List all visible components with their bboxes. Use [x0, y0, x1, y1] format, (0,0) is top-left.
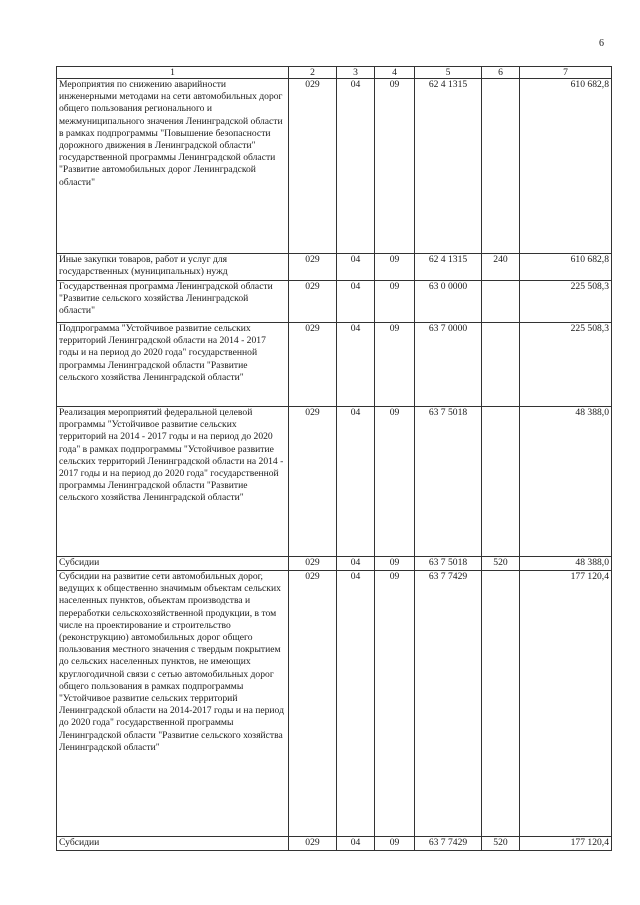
column-header: 4 — [375, 67, 415, 79]
row-csr: 62 4 1315 — [415, 254, 482, 281]
row-csr: 63 7 0000 — [415, 323, 482, 407]
row-csr: 63 7 5018 — [415, 407, 482, 557]
table-row — [57, 79, 612, 254]
budget-table — [56, 66, 612, 851]
table-row — [57, 323, 612, 407]
row-csr: 63 7 7429 — [415, 571, 482, 837]
row-pr: 09 — [375, 837, 415, 851]
table-row — [57, 281, 612, 323]
row-name: Подпрограмма "Устойчивое развитие сельских территорий Ленинградской области на 2014 - 2017 годы и на период до 2020 года" государственной программы Ленинградской области "Развитие сельского хозяйства Ленинградской области" — [57, 323, 289, 407]
row-name: Субсидии — [57, 837, 289, 851]
column-header: 7 — [520, 67, 612, 79]
row-vr: 520 — [482, 557, 520, 571]
row-rz: 04 — [337, 323, 375, 407]
row-name: Государственная программа Ленинградской области "Развитие сельского хозяйства Ленинградской области" — [57, 281, 289, 323]
row-sum: 225 508,3 — [520, 323, 612, 407]
row-grbs: 029 — [289, 571, 337, 837]
column-header: 6 — [482, 67, 520, 79]
row-name: Субсидии на развитие сети автомобильных дорог, ведущих к общественно значимым объектам сельских населенных пунктов, объектам производства и переработки сельскохозяйственной продукции, в том числе на проектирование и строительство (реконструкцию) автомобильных дорог общего пользования местного значения с твердым покрытием до сельских населенных пунктов, не имеющих круглогодичной связи с сетью автомобильных дорог общего пользования в рамках подпрограммы "Устойчивое развитие сельских территорий Ленинградской области на 2014-2017 годы и на период до 2020 года" государственной программы Ленинградской области "Развитие сельского хозяйства Ленинградской области" — [57, 571, 289, 837]
row-grbs: 029 — [289, 281, 337, 323]
row-vr: 520 — [482, 837, 520, 851]
row-grbs: 029 — [289, 79, 337, 254]
row-pr: 09 — [375, 407, 415, 557]
row-sum: 610 682,8 — [520, 79, 612, 254]
row-vr — [482, 323, 520, 407]
row-csr: 63 7 7429 — [415, 837, 482, 851]
table-row — [57, 557, 612, 571]
table-row — [57, 254, 612, 281]
row-rz: 04 — [337, 407, 375, 557]
column-header: 2 — [289, 67, 337, 79]
row-rz: 04 — [337, 557, 375, 571]
row-csr: 63 0 0000 — [415, 281, 482, 323]
row-grbs: 029 — [289, 557, 337, 571]
row-name: Субсидии — [57, 557, 289, 571]
row-vr: 240 — [482, 254, 520, 281]
row-pr: 09 — [375, 254, 415, 281]
row-grbs: 029 — [289, 323, 337, 407]
table-row — [57, 837, 612, 851]
row-rz: 04 — [337, 79, 375, 254]
page-number: 6 — [599, 38, 604, 49]
row-rz: 04 — [337, 254, 375, 281]
row-rz: 04 — [337, 837, 375, 851]
row-sum: 48 388,0 — [520, 407, 612, 557]
row-grbs: 029 — [289, 254, 337, 281]
row-name: Мероприятия по снижению аварийности инженерными методами на сети автомобильных дорог общего пользования регионального и межмуниципального значения Ленинградской области в рамках подпрограммы "Повышение безопасности дорожного движения в Ленинградской области" государственной программы Ленинградской области "Развитие автомобильных дорог Ленинградской области" — [57, 79, 289, 254]
row-pr: 09 — [375, 323, 415, 407]
row-rz: 04 — [337, 281, 375, 323]
row-pr: 09 — [375, 281, 415, 323]
row-name: Реализация мероприятий федеральной целевой программы "Устойчивое развитие сельских территорий на 2014 - 2017 годы и на период до 2020 года" в рамках подпрограммы "Устойчивое развитие сельских территорий Ленинградской области на 2014 - 2017 годы и на период до 2020 года" государственной программы Ленинградской области "Развитие сельского хозяйства Ленинградской области" — [57, 407, 289, 557]
row-grbs: 029 — [289, 837, 337, 851]
column-header: 5 — [415, 67, 482, 79]
row-name: Иные закупки товаров, работ и услуг для государственных (муниципальных) нужд — [57, 254, 289, 281]
column-header: 1 — [57, 67, 289, 79]
row-vr — [482, 281, 520, 323]
column-header: 3 — [337, 67, 375, 79]
row-pr: 09 — [375, 571, 415, 837]
table-row — [57, 407, 612, 557]
row-rz: 04 — [337, 571, 375, 837]
row-sum: 177 120,4 — [520, 571, 612, 837]
row-vr — [482, 79, 520, 254]
row-sum: 177 120,4 — [520, 837, 612, 851]
row-pr: 09 — [375, 557, 415, 571]
row-pr: 09 — [375, 79, 415, 254]
row-sum: 610 682,8 — [520, 254, 612, 281]
table-row — [57, 571, 612, 837]
row-vr — [482, 571, 520, 837]
row-sum: 225 508,3 — [520, 281, 612, 323]
row-csr: 62 4 1315 — [415, 79, 482, 254]
row-grbs: 029 — [289, 407, 337, 557]
row-vr — [482, 407, 520, 557]
row-sum: 48 388,0 — [520, 557, 612, 571]
header-row — [57, 67, 612, 79]
row-csr: 63 7 5018 — [415, 557, 482, 571]
